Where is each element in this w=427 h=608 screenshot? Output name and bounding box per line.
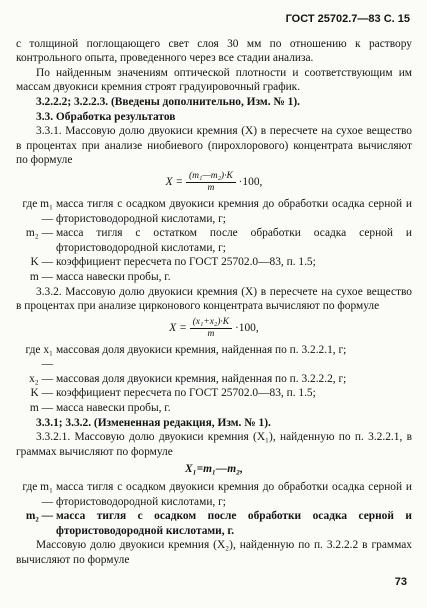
formula-1-fraction <box>186 171 236 194</box>
def-description: коэффициент пересчета по ГОСТ 25702.0—83, п. 1.5; <box>56 256 316 269</box>
def-description: масса навески пробы, г. <box>56 270 171 283</box>
paragraph-intro-1: с толщиной поглощающего свет слоя 30 мм по отношению к раствору контрольного опыта, проведенного через все стадии анализа. <box>16 37 412 65</box>
def-description: масса навески пробы, г. <box>56 402 171 415</box>
paragraph-3-3-2: 3.3.2. Массовую долю двуокиси кремния (X) в пересчете на сухое вещество в процентах при анализе цирконового концентрата вычисляют по формуле <box>16 285 412 313</box>
def-description: масса тигля с осадком после обработки осадка серной и фтористоводородной кислотами, г. <box>56 510 412 537</box>
def-symbol: m — <box>29 402 53 415</box>
def-symbol: m₂ — <box>25 510 53 523</box>
document-page <box>16 12 412 568</box>
formula-3: X₁=m₁—m₂, <box>185 463 243 476</box>
section-heading: 3.3. Обработка результатов <box>36 110 176 123</box>
def-symbol: m₂ — <box>25 227 53 240</box>
page-header: ГОСТ 25702.7—83 С. 15 <box>285 13 410 25</box>
formula-2-numerator: (x₁+x₂)·K <box>190 317 233 329</box>
def-symbol: где m₁ — <box>22 481 53 508</box>
formula-2 <box>16 317 412 340</box>
paragraph-3-3-2-1: 3.3.2.1. Массовую долю двуокиси кремния (X₁), найденную по п. 3.2.2.1, в граммах вычисляют по формуле <box>16 431 412 458</box>
def-symbol: x₂ — <box>29 372 53 385</box>
formula-2-fraction <box>190 317 233 340</box>
def-symbol: где m₁ — <box>22 197 53 225</box>
amendment-note-1: 3.2.2.2; 3.2.2.3. (Введены дополнительно, Изм. № 1). <box>36 95 301 108</box>
formula-1-denominator: m <box>207 182 215 193</box>
def-symbol: K — <box>30 256 53 269</box>
paragraph-3-3-1: 3.3.1. Массовую долю двуокиси кремния (X) в пересчете на сухое вещество в процентах при анализе ниобиевого (пирохлорового) концентрата вычисляют по формуле <box>16 125 412 167</box>
def-description: массовая доля двуокиси кремния, найденная по п. 3.2.2.2, г; <box>56 372 347 385</box>
def-description: масса тигля с осадком двуокиси кремния до обработки осадка серной и фтористоводородной кислотами, г; <box>56 197 412 225</box>
formula-2-denominator: m <box>207 328 215 339</box>
formula-2-rhs: ·100, <box>234 321 259 334</box>
paragraph-3-3-2-2: Массовую долю двуокиси кремния (X₂), найденную по п. 3.2.2.2 в граммах вычисляют по формуле <box>16 539 412 566</box>
formula-1-lhs: X = <box>165 176 184 189</box>
def-description: коэффициент пересчета по ГОСТ 25702.0—83, п. 1.5; <box>56 387 316 400</box>
formula-2-lhs: X = <box>169 321 187 334</box>
def-description: масса тигля с остатком после обработки осадка серной и фтористоводородной кислотами, г; <box>56 227 412 254</box>
definitions-2 <box>16 343 412 416</box>
def-symbol: m — <box>29 270 53 283</box>
definitions-1 <box>16 197 412 285</box>
def-symbol: K — <box>30 387 53 400</box>
formula-1-numerator: (m₁—m₂)·K <box>186 171 236 183</box>
definitions-3 <box>16 480 412 538</box>
amendment-note-2: 3.3.1; 3.3.2. (Измененная редакция, Изм. № 1). <box>36 416 271 429</box>
paragraph-intro-2: По найденным значениям оптической плотности и соответствующим им массам двуокиси кремния строят градуировочный график. <box>16 66 412 94</box>
def-symbol: где x₁ — <box>25 343 53 371</box>
def-description: масса тигля с осадком двуокиси кремния до обработки осадка серной и фтористоводородной кислотами, г; <box>56 481 412 508</box>
formula-1 <box>16 171 412 194</box>
page-number: 73 <box>394 576 407 589</box>
formula-1-rhs: ·100, <box>238 176 263 189</box>
def-description: массовая доля двуокиси кремния, найденная по п. 3.2.2.1, г; <box>56 343 347 356</box>
